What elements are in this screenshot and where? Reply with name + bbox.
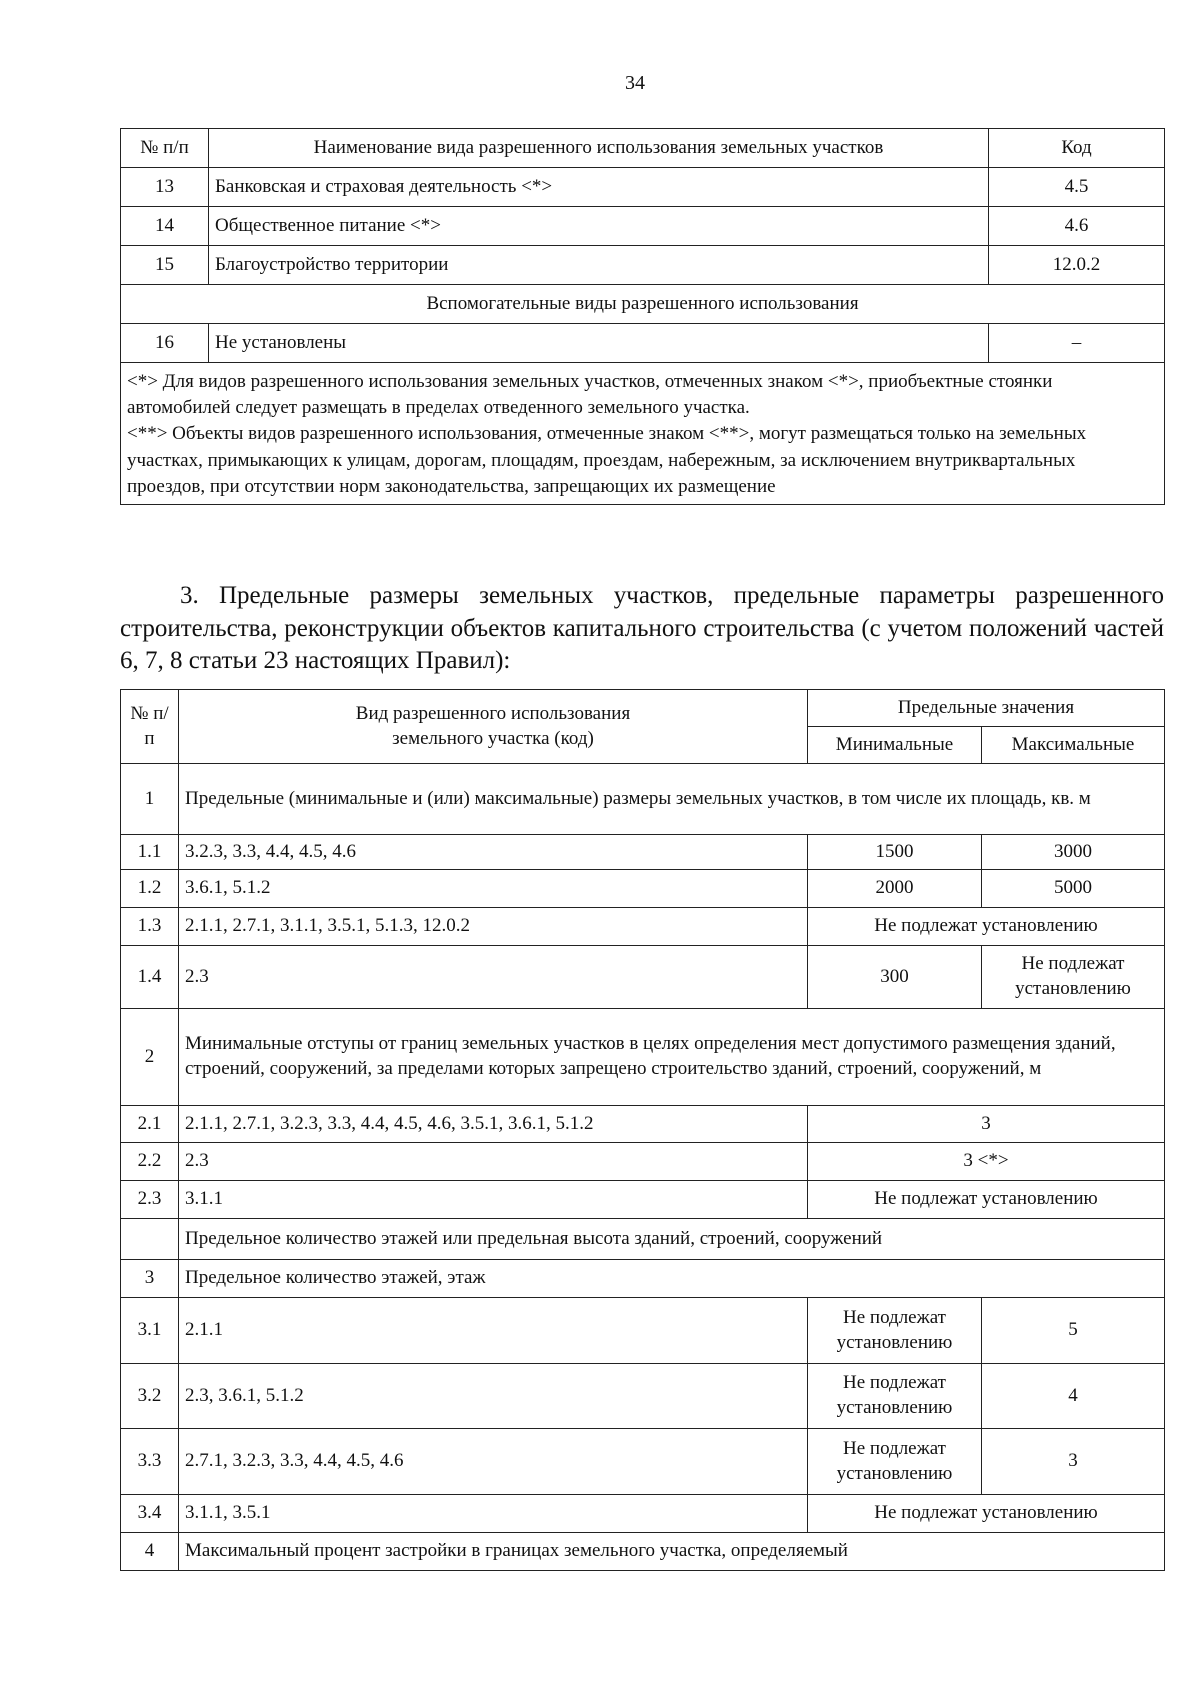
header-limits: Предельные значения [808, 690, 1165, 727]
limit-value: 3 <*> [808, 1143, 1165, 1181]
row-name: Банковская и страховая деятельность <*> [209, 168, 989, 207]
group-title: Предельное количество этажей, этаж [179, 1260, 1165, 1298]
table-row [121, 324, 1165, 363]
use-codes: 2.7.1, 3.2.3, 3.3, 4.4, 4.5, 4.6 [179, 1429, 808, 1495]
table-row [121, 1181, 1165, 1219]
footnote: <**> Объекты видов разрешенного использования, отмеченные знаком <**>, могут размещаться только на земельных участках, примыкающих к улицам, дорогам, площадям, проездам, набережным, за исключением внутриквартальных проездов, при отсутствии норм законодательства, запрещающих их размещение [127, 423, 1087, 497]
table-row [121, 1106, 1165, 1143]
row-num: 2.3 [121, 1181, 179, 1219]
header-name: Наименование вида разрешенного использования земельных участков [209, 129, 989, 168]
limit-value: Не подлежат установлению [808, 1181, 1165, 1219]
row-code: 4.5 [989, 168, 1165, 207]
notes-cell [121, 363, 1165, 505]
row-name: Не установлены [209, 324, 989, 363]
row-num: 3 [121, 1260, 179, 1298]
row-num: 1.2 [121, 870, 179, 908]
max-value: 3000 [982, 835, 1165, 870]
table-header-row [121, 690, 1165, 727]
table-row [121, 246, 1165, 285]
section-row [121, 285, 1165, 324]
use-codes: 3.6.1, 5.1.2 [179, 870, 808, 908]
table-row [121, 1143, 1165, 1181]
header-num: № п/п [121, 129, 209, 168]
use-codes: 2.1.1, 2.7.1, 3.1.1, 3.5.1, 5.1.3, 12.0.2 [179, 908, 808, 946]
row-num: 3.1 [121, 1298, 179, 1364]
max-value: 5 [982, 1298, 1165, 1364]
use-codes: 2.3, 3.6.1, 5.1.2 [179, 1364, 808, 1429]
header-type: Вид разрешенного использования земельного участка (код) [179, 690, 808, 764]
row-name: Общественное питание <*> [209, 207, 989, 246]
row-num: 1 [121, 764, 179, 835]
limit-value: Не подлежат установлению [808, 1495, 1165, 1533]
max-value: 5000 [982, 870, 1165, 908]
row-num: 2 [121, 1009, 179, 1106]
row-num: 13 [121, 168, 209, 207]
table-row [121, 1260, 1165, 1298]
min-value: 300 [808, 946, 982, 1009]
group-title: Максимальный процент застройки в границах земельного участка, определяемый [179, 1533, 1165, 1571]
table-row [121, 946, 1165, 1009]
use-codes: 2.3 [179, 1143, 808, 1181]
row-code: – [989, 324, 1165, 363]
row-num: 14 [121, 207, 209, 246]
row-code: 4.6 [989, 207, 1165, 246]
limit-value: Не подлежат установлению [808, 908, 1165, 946]
table-row [121, 168, 1165, 207]
row-num: 4 [121, 1533, 179, 1571]
use-codes: 2.1.1 [179, 1298, 808, 1364]
table-row [121, 764, 1165, 835]
table-row [121, 1495, 1165, 1533]
notes-row [121, 363, 1165, 505]
table-row [121, 908, 1165, 946]
max-value: 3 [982, 1429, 1165, 1495]
table-row [121, 1009, 1165, 1106]
table-row [121, 1364, 1165, 1429]
table-row [121, 1298, 1165, 1364]
row-num: 1.4 [121, 946, 179, 1009]
group-title: Предельные (минимальные и (или) максимальные) размеры земельных участков, в том числе их площадь, кв. м [179, 764, 1165, 835]
table-row [121, 1429, 1165, 1495]
table-row [121, 1533, 1165, 1571]
use-codes: 3.2.3, 3.3, 4.4, 4.5, 4.6 [179, 835, 808, 870]
row-num: 16 [121, 324, 209, 363]
use-codes: 3.1.1, 3.5.1 [179, 1495, 808, 1533]
header-code: Код [989, 129, 1165, 168]
group-title: Предельное количество этажей или предельная высота зданий, строений, сооружений [179, 1219, 1165, 1260]
table-row [121, 835, 1165, 870]
use-codes: 3.1.1 [179, 1181, 808, 1219]
footnote: <*> Для видов разрешенного использования земельных участков, отмеченных знаком <*>, приобъектные стоянки автомобилей следует размещать в пределах отведенного земельного участка. [127, 371, 1053, 419]
use-codes: 2.1.1, 2.7.1, 3.2.3, 3.3, 4.4, 4.5, 4.6, 3.5.1, 3.6.1, 5.1.2 [179, 1106, 808, 1143]
page-number: 34 [625, 72, 645, 94]
permitted-use-table [120, 128, 1165, 505]
row-num: 2.1 [121, 1106, 179, 1143]
max-value: 4 [982, 1364, 1165, 1429]
limits-table [120, 689, 1165, 1571]
min-value: Не подлежат установлению [808, 1429, 982, 1495]
header-max: Максимальные [982, 727, 1165, 764]
min-value: Не подлежат установлению [808, 1364, 982, 1429]
row-num: 3.3 [121, 1429, 179, 1495]
row-name: Благоустройство территории [209, 246, 989, 285]
row-num: 3.2 [121, 1364, 179, 1429]
table-row [121, 1219, 1165, 1260]
min-value: 1500 [808, 835, 982, 870]
table-header-row [121, 129, 1165, 168]
table-row [121, 870, 1165, 908]
max-value: Не подлежат установлению [982, 946, 1165, 1009]
group-title: Минимальные отступы от границ земельных участков в целях определения мест допустимого размещения зданий, строений, сооружений, за пределами которых запрещено строительство зданий, строений, сооружений, м [179, 1009, 1165, 1106]
section-paragraph: 3. Предельные размеры земельных участков, предельные параметры разрешенного строительства, реконструкции объектов капитального строительства (с учетом положений частей 6, 7, 8 статьи 23 настоящих Правил): [120, 582, 1164, 674]
min-value: 2000 [808, 870, 982, 908]
row-code: 12.0.2 [989, 246, 1165, 285]
use-codes: 2.3 [179, 946, 808, 1009]
header-min: Минимальные [808, 727, 982, 764]
min-value: Не подлежат установлению [808, 1298, 982, 1364]
row-num [121, 1219, 179, 1260]
table-row [121, 207, 1165, 246]
header-num: № п/п [121, 690, 179, 764]
row-num: 1.1 [121, 835, 179, 870]
row-num: 3.4 [121, 1495, 179, 1533]
row-num: 1.3 [121, 908, 179, 946]
row-num: 15 [121, 246, 209, 285]
row-num: 2.2 [121, 1143, 179, 1181]
section-title: Вспомогательные виды разрешенного использования [121, 285, 1165, 324]
limit-value: 3 [808, 1106, 1165, 1143]
